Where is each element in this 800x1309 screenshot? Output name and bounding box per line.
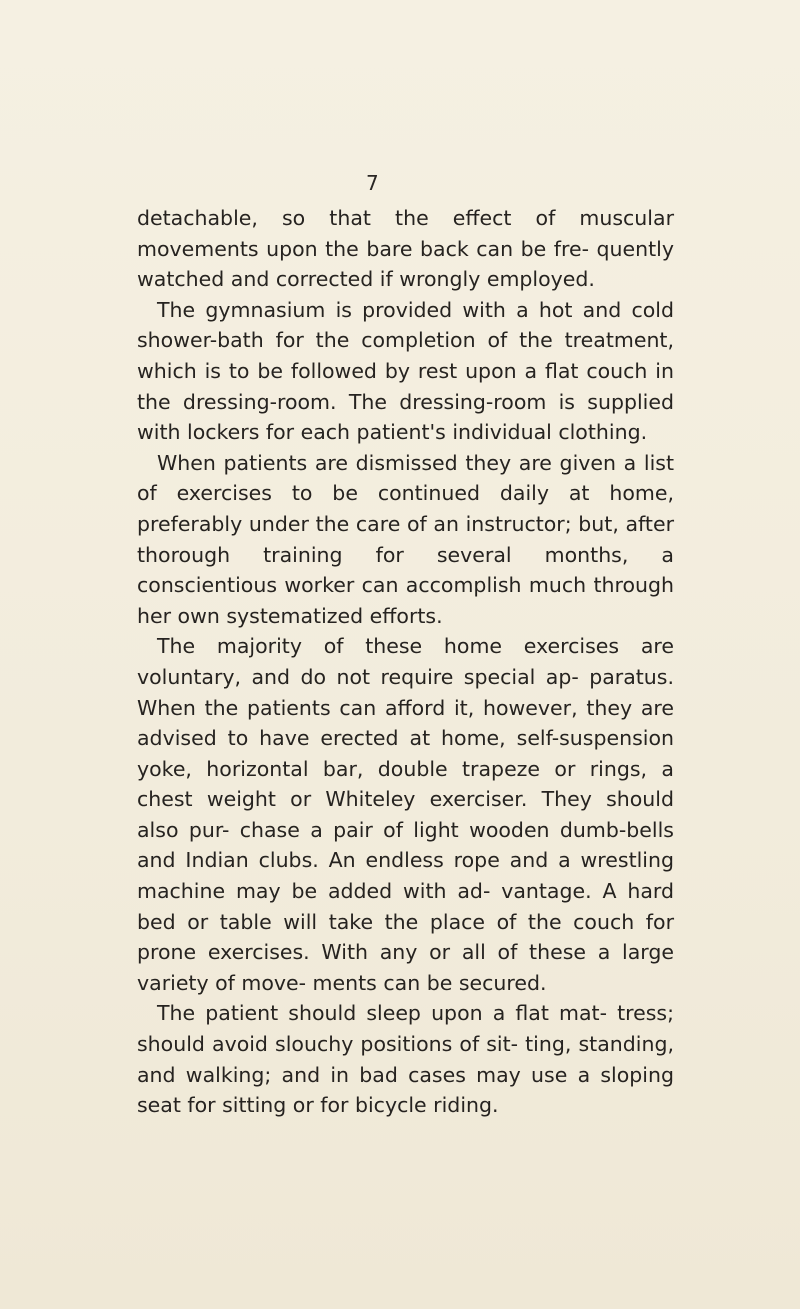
- paragraph-5: The patient should sleep upon a flat mat- tress; should avoid slouchy positions of sit- ting, standing, and walking; and in bad cases may use a sloping seat for sitting or for bicycle riding.: [137, 1001, 674, 1118]
- paragraph-1: detachable, so that the effect of muscular movements upon the bare back can be fre- quently watched and corrected if wrongly employed.: [137, 206, 674, 292]
- paragraph-2: The gymnasium is provided with a hot and cold shower-bath for the completion of the treatment, which is to be followed by rest upon a flat couch in the dressing-room. The dressing-room is supplied with lockers for each patient's individual clothing.: [137, 297, 674, 445]
- paragraph-4: The majority of these home exercises are voluntary, and do not require special ap- paratus. When the patients can afford it, however, they are advised to have erected at home, self-suspension yoke, horizontal bar, double trapeze or rings, a chest weight or Whiteley exerciser. They should also pur- chase a pair of light wooden dumb-bells and Indian clubs. An endless rope and a wrestling machine may be added with ad- vantage. A hard bed or table will take the place of the couch for prone exercises. With any or all of these a large variety of move- ments can be secured.: [137, 634, 674, 995]
- body-text: [137, 203, 674, 1121]
- paragraph-3: When patients are dismissed they are given a list of exercises to be continued daily at home, preferably under the care of an instructor; but, after thorough training for several months, a conscientious worker can accomplish much through her own systematized efforts.: [137, 450, 674, 628]
- page-number: 7: [366, 171, 379, 195]
